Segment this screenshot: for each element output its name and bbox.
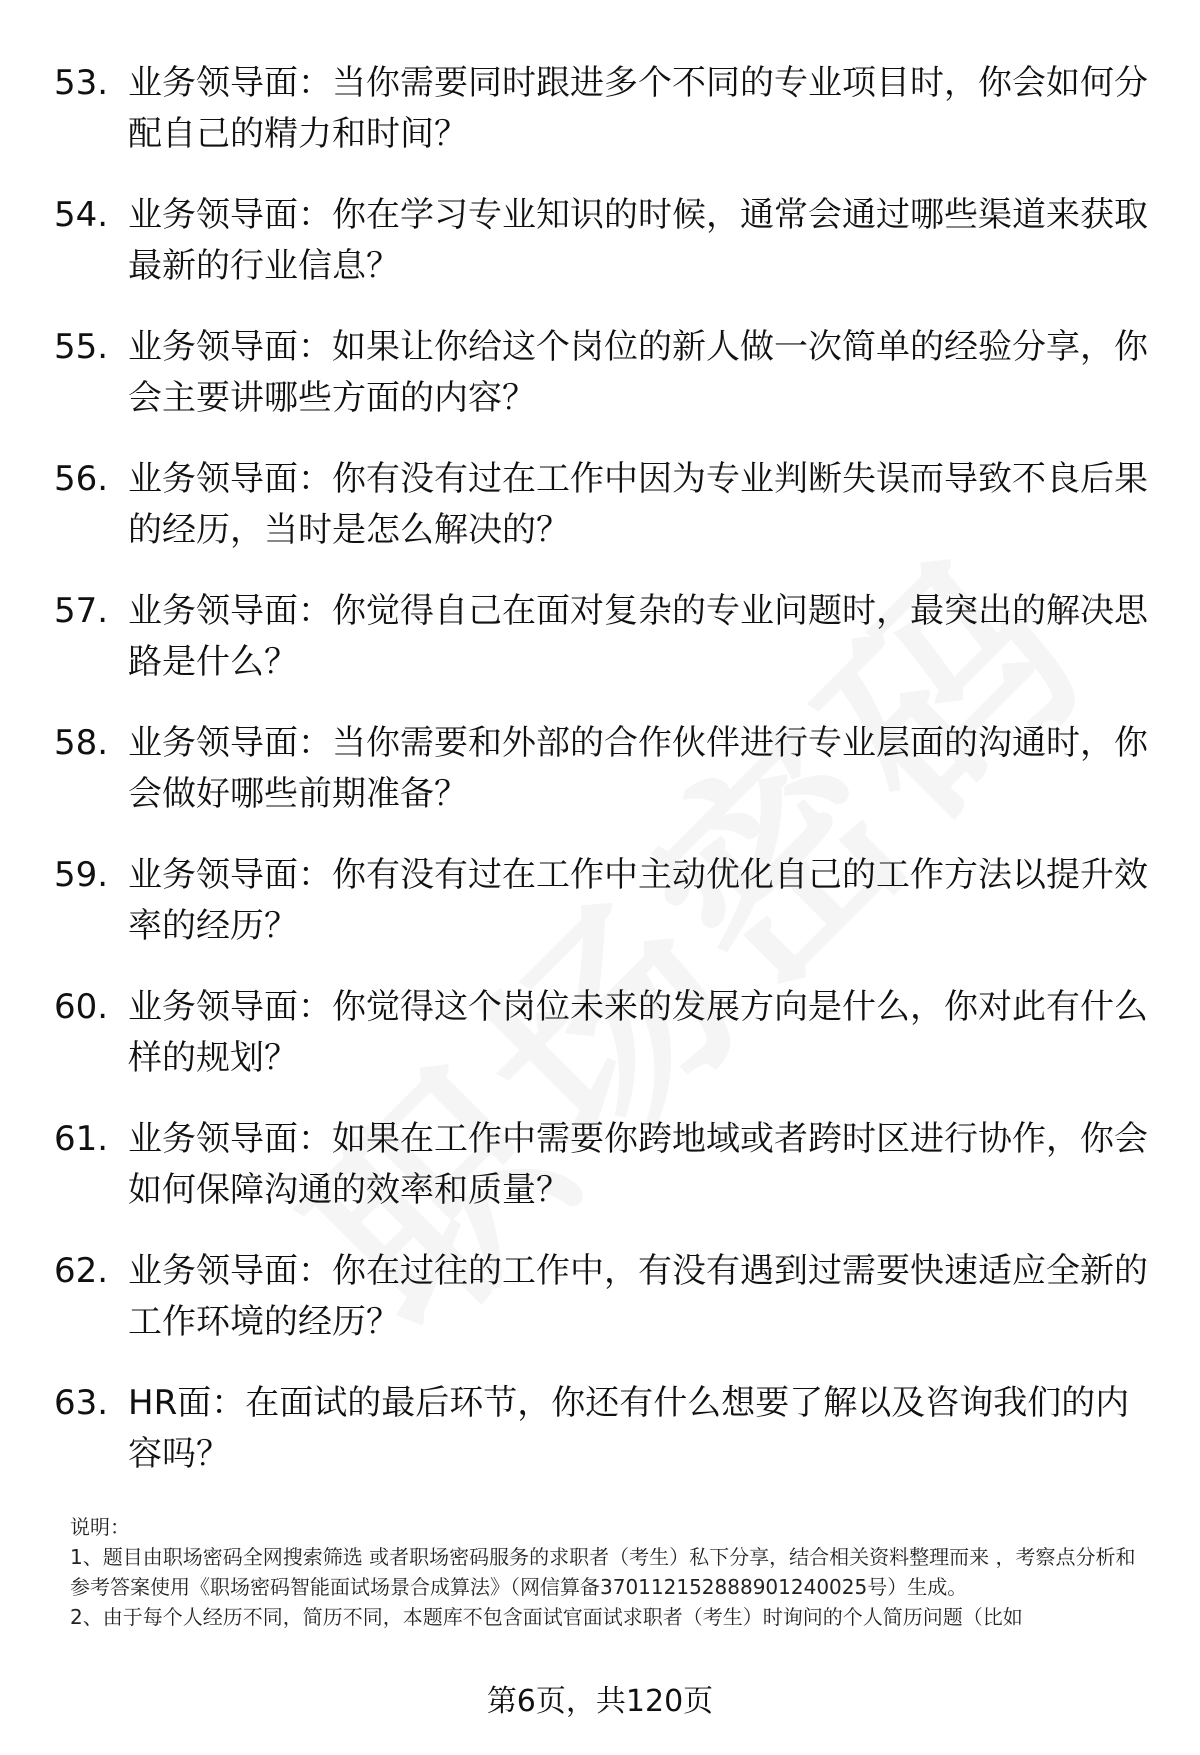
question-item — [54, 190, 1154, 292]
question-number: 59. — [54, 855, 109, 895]
notes-heading: 说明： — [70, 1515, 130, 1539]
question-number: 62. — [54, 1251, 109, 1291]
question-list — [54, 58, 1154, 1510]
question-number: 63. — [54, 1383, 109, 1423]
question-number: 53. — [54, 63, 109, 103]
question-item — [54, 1114, 1154, 1216]
question-text: 业务领导面：你在过往的工作中，有没有遇到过需要快速适应全新的工作环境的经历？ — [128, 1251, 1148, 1342]
question-item — [54, 982, 1154, 1084]
question-item — [54, 1246, 1154, 1348]
question-item — [54, 850, 1154, 952]
question-item — [54, 322, 1154, 424]
question-item — [54, 58, 1154, 160]
question-number: 55. — [54, 327, 109, 367]
notes-section — [70, 1512, 1145, 1632]
question-number: 56. — [54, 459, 109, 499]
question-text: 业务领导面：你觉得这个岗位未来的发展方向是什么，你对此有什么样的规划？ — [128, 987, 1148, 1078]
question-text: 业务领导面：当你需要同时跟进多个不同的专业项目时，你会如何分配自己的精力和时间？ — [128, 63, 1148, 154]
question-item — [54, 586, 1154, 688]
question-text: 业务领导面：当你需要和外部的合作伙伴进行专业层面的沟通时，你会做好哪些前期准备？ — [128, 723, 1148, 814]
page-number-footer: 第6页，共120页 — [486, 1684, 714, 1719]
question-number: 60. — [54, 987, 109, 1027]
question-text: 业务领导面：你觉得自己在面对复杂的专业问题时，最突出的解决思路是什么？ — [128, 591, 1148, 682]
question-number: 57. — [54, 591, 109, 631]
question-text: 业务领导面：如果在工作中需要你跨地域或者跨时区进行协作，你会如何保障沟通的效率和质量？ — [128, 1119, 1148, 1210]
question-item — [54, 718, 1154, 820]
question-item — [54, 1378, 1154, 1480]
question-text: 业务领导面：如果让你给这个岗位的新人做一次简单的经验分享，你会主要讲哪些方面的内容？ — [128, 327, 1148, 418]
question-text: 业务领导面：你有没有过在工作中因为专业判断失误而导致不良后果的经历，当时是怎么解决的？ — [128, 459, 1148, 550]
notes-item-2: 2、由于每个人经历不同，简历不同，本题库不包含面试官面试求职者（考生）时询问的个人简历问题（比如 — [70, 1605, 1023, 1629]
question-number: 54. — [54, 195, 109, 235]
question-number: 61. — [54, 1119, 109, 1159]
notes-item-1: 1、题目由职场密码全网搜索筛选 或者职场密码服务的求职者（考生）私下分享，结合相关资料整理而来 ，考察点分析和参考答案使用《职场密码智能面试场景合成算法》（网信算备370112152888901240025号）生成。 — [70, 1545, 1136, 1599]
question-text: 业务领导面：你有没有过在工作中主动优化自己的工作方法以提升效率的经历？ — [128, 855, 1148, 946]
question-number: 58. — [54, 723, 109, 763]
question-text: 业务领导面：你在学习专业知识的时候，通常会通过哪些渠道来获取最新的行业信息？ — [128, 195, 1148, 286]
question-item — [54, 454, 1154, 556]
question-text: HR面：在面试的最后环节，你还有什么想要了解以及咨询我们的内容吗？ — [128, 1383, 1130, 1474]
